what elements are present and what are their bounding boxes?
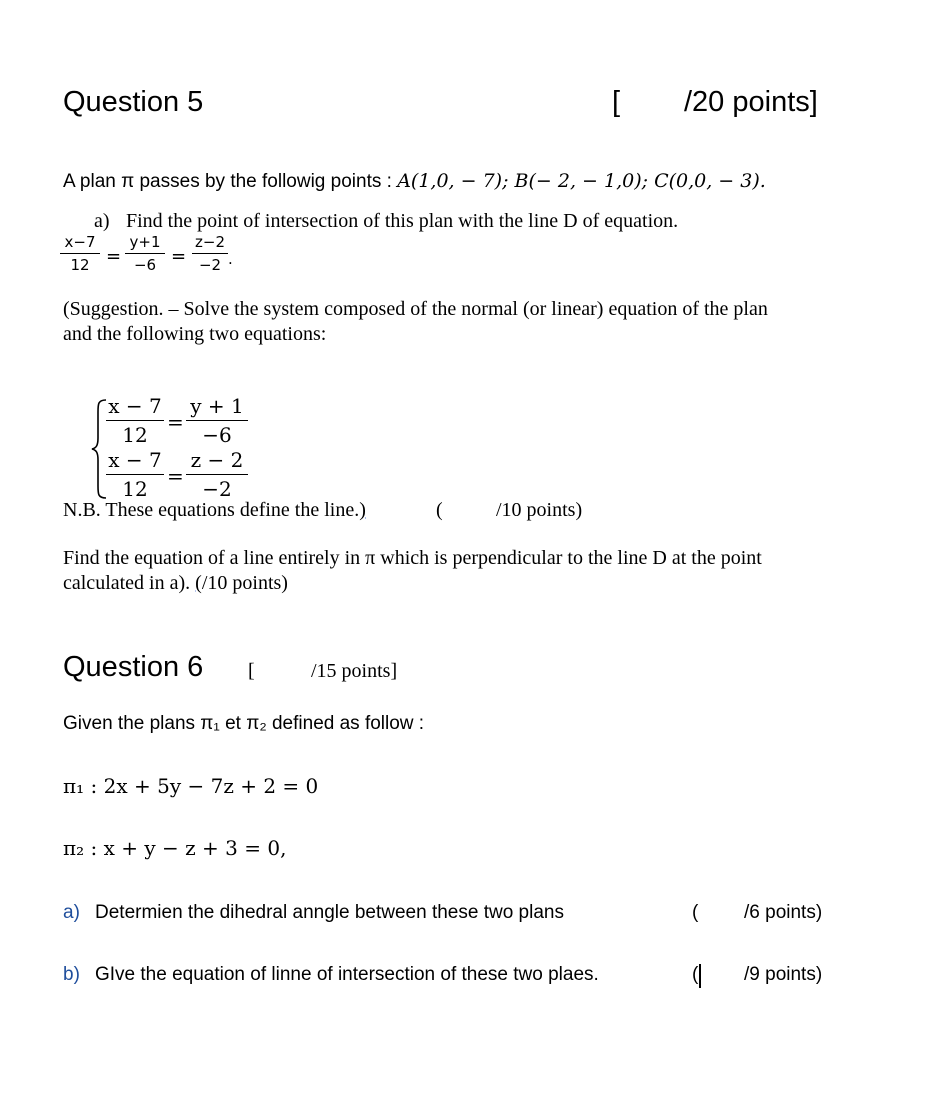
q6-item-b-paren: ( [692,964,699,985]
system-r1-right-den: −6 [202,423,232,447]
system-r2-equals: = [167,464,184,488]
eq-fraction-y [125,233,165,274]
system-r1-equals: = [167,410,184,434]
question-5-title: Question 5 [63,86,204,118]
eq-fraction-z-num: z−2 [195,233,225,251]
question-5-points: /20 points] [684,86,818,118]
q6-eq-plan-2: π₂ : x + y − z + 3 = 0, [63,836,287,860]
system-r1-left-den: 12 [122,423,148,447]
question-6-points-bracket: [ [248,660,255,682]
q6-item-a-label: a) [63,902,80,923]
q5-part-b-paren: ( [195,572,202,594]
system-r1-left-num: x − 7 [108,394,162,418]
question-5-points-bracket: [ [612,86,621,118]
q5-intro [63,170,766,193]
eq-fraction-z-den: −2 [198,256,222,274]
system-r1-left [106,394,164,447]
q5-nb-paren: ) [359,499,366,521]
eq-fraction-x-den: 12 [70,256,90,274]
q5-part-b-points: /10 points) [201,572,288,594]
eq-equals-2: = [171,246,187,267]
q5-nb-points-paren: ( [436,499,443,521]
q5-part-b-line-1: Find the equation of a line entirely in π which is perpendicular to the line D at the point [63,547,762,569]
q5-part-b-line-2 [63,572,288,595]
q6-eq-plan-1: π₁ : 2x + 5y − 7z + 2 = 0 [63,774,319,798]
q5-nb-text: N.B. These equations define the line. [63,499,360,521]
eq-fraction-y-num: y+1 [129,233,161,251]
eq-period: . [228,250,233,268]
system-r1-right-num: y + 1 [190,394,244,418]
q6-item-b-points: /9 points) [744,964,823,985]
q6-item-a-paren: ( [692,902,699,923]
q5-nb-line [63,499,366,522]
system-r2-left-num: x − 7 [108,448,162,472]
q5-nb-points: /10 points) [496,499,583,521]
q5-part-a-label: a) [94,210,110,232]
q5-part-b-text: calculated in a). [63,572,196,594]
eq-fraction-x-num: x−7 [64,233,96,251]
system-r2-left [106,448,164,501]
q5-suggestion-line-1: (Suggestion. – Solve the system composed of the normal (or linear) equation of the plan [63,298,768,320]
eq-fraction-z [192,233,228,274]
q6-intro: Given the plans π₁ et π₂ defined as follow : [63,713,425,734]
eq-fraction-x [60,233,100,274]
system-r2-left-den: 12 [122,477,148,501]
q5-part-a-text: Find the point of intersection of this plan with the line D of equation. [126,210,679,232]
q5-intro-text: A plan π passes by the followig points : [63,171,398,192]
q6-item-b-text: GIve the equation of linne of intersection of these two plaes. [95,964,599,985]
system-r2-right-den: −2 [202,477,232,501]
system-r2-right [186,448,248,501]
system-r1-right [186,394,248,447]
q6-item-a-points: /6 points) [744,902,823,923]
question-6-points: /15 points] [311,660,398,682]
eq-fraction-y-den: −6 [133,256,157,274]
eq-equals-1: = [106,246,122,267]
q5-suggestion-line-2: and the following two equations: [63,323,327,345]
q6-item-b-label: b) [63,964,80,985]
text-cursor [699,964,701,988]
question-6-title: Question 6 [63,651,204,683]
system-r2-right-num: z − 2 [190,448,244,472]
q6-item-a-text: Determien the dihedral anngle between these two plans [95,902,564,923]
q5-intro-points: A(1,0, − 7); B(− 2, − 1,0); C(0,0, − 3). [397,170,766,192]
